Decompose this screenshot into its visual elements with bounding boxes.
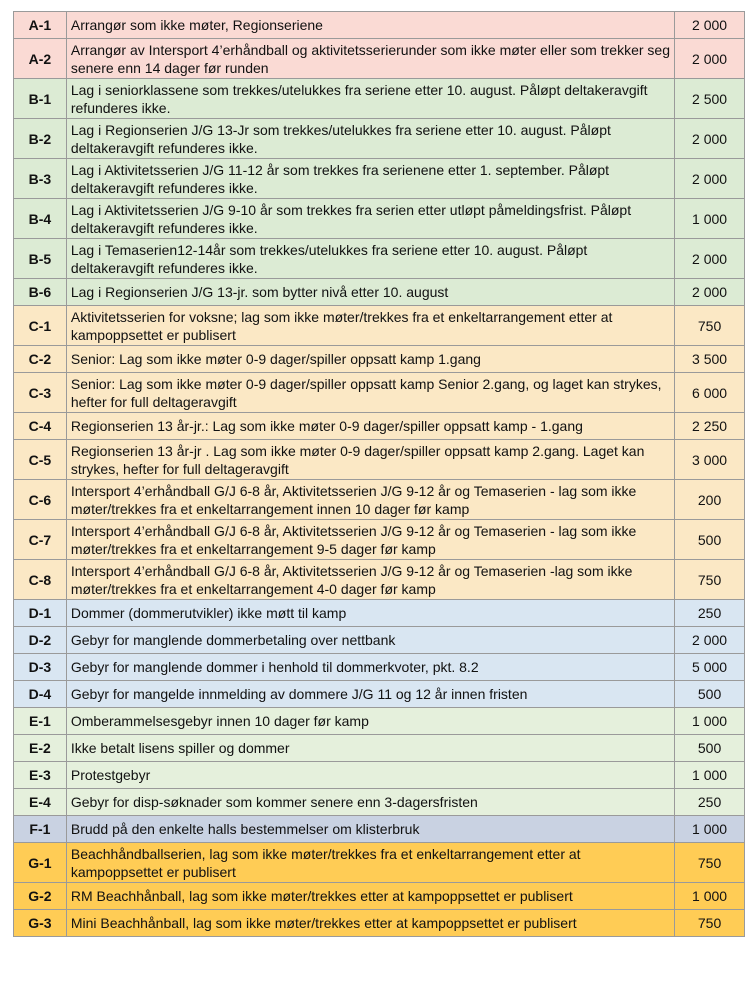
table-row (14, 843, 745, 883)
row-description: Beachhåndballserien, lag som ikke møter/trekkes fra et enkeltarrangement etter at kampoppsettet er publisert (66, 843, 674, 883)
table-row (14, 789, 745, 816)
table-row (14, 79, 745, 119)
row-code: E-3 (14, 762, 67, 789)
row-amount: 2 000 (675, 39, 745, 79)
row-amount: 250 (675, 600, 745, 627)
row-description: Protestgebyr (66, 762, 674, 789)
row-amount: 5 000 (675, 654, 745, 681)
row-description: Intersport 4’erhåndball G/J 6-8 år, Aktivitetsserien J/G 9-12 år og Temaserien - lag som ikke møter/trekkes fra et enkeltarrangement 9-5 dager før kamp (66, 520, 674, 560)
row-code: G-1 (14, 843, 67, 883)
table-row (14, 119, 745, 159)
row-description: Ikke betalt lisens spiller og dommer (66, 735, 674, 762)
row-description: Brudd på den enkelte halls bestemmelser om klisterbruk (66, 816, 674, 843)
row-code: A-1 (14, 12, 67, 39)
row-description: Regionserien 13 år-jr . Lag som ikke møter 0-9 dager/spiller oppsatt kamp 2.gang. Laget kan strykes, hefter for full deltageravgift (66, 440, 674, 480)
row-description: Arrangør som ikke møter, Regionseriene (66, 12, 674, 39)
table-row (14, 560, 745, 600)
row-description: Gebyr for disp-søknader som kommer senere enn 3-dagersfristen (66, 789, 674, 816)
row-amount: 500 (675, 735, 745, 762)
row-description: Mini Beachhånball, lag som ikke møter/trekkes etter at kampoppsettet er publisert (66, 910, 674, 937)
row-amount: 2 000 (675, 279, 745, 306)
row-amount: 2 000 (675, 119, 745, 159)
row-description: Senior: Lag som ikke møter 0-9 dager/spiller oppsatt kamp Senior 2.gang, og laget kan strykes, hefter for full deltageravgift (66, 373, 674, 413)
row-code: E-1 (14, 708, 67, 735)
table-row (14, 159, 745, 199)
table-row (14, 762, 745, 789)
row-amount: 750 (675, 910, 745, 937)
table-row (14, 627, 745, 654)
table-row (14, 735, 745, 762)
table-row (14, 910, 745, 937)
row-description: RM Beachhånball, lag som ikke møter/trekkes etter at kampoppsettet er publisert (66, 883, 674, 910)
row-description: Omberammelsesgebyr innen 10 dager før kamp (66, 708, 674, 735)
table-row (14, 199, 745, 239)
row-description: Lag i Regionserien J/G 13-Jr som trekkes/utelukkes fra seriene etter 10. august. Påløpt deltakeravgift refunderes ikke. (66, 119, 674, 159)
table-row (14, 279, 745, 306)
row-code: G-2 (14, 883, 67, 910)
row-description: Regionserien 13 år-jr.: Lag som ikke møter 0-9 dager/spiller oppsatt kamp - 1.gang (66, 413, 674, 440)
row-code: C-4 (14, 413, 67, 440)
row-amount: 1 000 (675, 883, 745, 910)
row-code: C-2 (14, 346, 67, 373)
row-amount: 250 (675, 789, 745, 816)
row-code: F-1 (14, 816, 67, 843)
table-row (14, 520, 745, 560)
table-row (14, 39, 745, 79)
table-row (14, 654, 745, 681)
row-amount: 1 000 (675, 708, 745, 735)
row-amount: 6 000 (675, 373, 745, 413)
row-description: Arrangør av Intersport 4’erhåndball og aktivitetsserierunder som ikke møter eller som trekker seg senere enn 14 dager før runden (66, 39, 674, 79)
row-description: Intersport 4’erhåndball G/J 6-8 år, Aktivitetsserien J/G 9-12 år og Temaserien -lag som ikke møter/trekkes fra et enkeltarrangement 4-0 dager før kamp (66, 560, 674, 600)
table-row (14, 883, 745, 910)
row-description: Gebyr for manglende dommer i henhold til dommerkvoter, pkt. 8.2 (66, 654, 674, 681)
row-code: E-4 (14, 789, 67, 816)
row-amount: 2 000 (675, 12, 745, 39)
row-description: Intersport 4’erhåndball G/J 6-8 år, Aktivitetsserien J/G 9-12 år og Temaserien - lag som ikke møter/trekkes fra et enkeltarrangement innen 10 dager før kamp (66, 480, 674, 520)
table-row (14, 373, 745, 413)
row-code: B-6 (14, 279, 67, 306)
row-code: B-1 (14, 79, 67, 119)
row-description: Dommer (dommerutvikler) ikke møtt til kamp (66, 600, 674, 627)
table-row (14, 12, 745, 39)
row-code: B-3 (14, 159, 67, 199)
row-amount: 2 250 (675, 413, 745, 440)
row-description: Gebyr for manglende dommerbetaling over nettbank (66, 627, 674, 654)
row-code: B-5 (14, 239, 67, 279)
row-code: D-3 (14, 654, 67, 681)
row-code: C-3 (14, 373, 67, 413)
row-code: C-6 (14, 480, 67, 520)
table-row (14, 480, 745, 520)
table-row (14, 708, 745, 735)
table-row (14, 239, 745, 279)
row-amount: 2 000 (675, 627, 745, 654)
row-code: D-1 (14, 600, 67, 627)
row-amount: 1 000 (675, 816, 745, 843)
row-description: Lag i Aktivitetsserien J/G 11-12 år som trekkes fra serienene etter 1. september. Påløpt deltakeravgift refunderes ikke. (66, 159, 674, 199)
row-amount: 1 000 (675, 762, 745, 789)
row-code: C-1 (14, 306, 67, 346)
row-description: Lag i Regionserien J/G 13-jr. som bytter nivå etter 10. august (66, 279, 674, 306)
row-amount: 500 (675, 681, 745, 708)
row-amount: 750 (675, 560, 745, 600)
row-amount: 2 000 (675, 159, 745, 199)
row-amount: 3 500 (675, 346, 745, 373)
table-row (14, 306, 745, 346)
fee-table (13, 11, 745, 937)
row-description: Aktivitetsserien for voksne; lag som ikke møter/trekkes fra et enkeltarrangement etter at kampoppsettet er publisert (66, 306, 674, 346)
row-description: Senior: Lag som ikke møter 0-9 dager/spiller oppsatt kamp 1.gang (66, 346, 674, 373)
table-row (14, 600, 745, 627)
row-code: C-7 (14, 520, 67, 560)
table-row (14, 346, 745, 373)
row-code: E-2 (14, 735, 67, 762)
row-code: D-4 (14, 681, 67, 708)
row-code: C-5 (14, 440, 67, 480)
row-code: B-2 (14, 119, 67, 159)
table-row (14, 440, 745, 480)
row-description: Lag i Temaserien12-14år som trekkes/utelukkes fra seriene etter 10. august. Påløpt deltakeravgift refunderes ikke. (66, 239, 674, 279)
row-description: Lag i Aktivitetsserien J/G 9-10 år som trekkes fra serien etter utløpt påmeldingsfrist. Påløpt deltakeravgift refunderes ikke. (66, 199, 674, 239)
table-row (14, 816, 745, 843)
row-amount: 2 000 (675, 239, 745, 279)
row-amount: 200 (675, 480, 745, 520)
table-row (14, 413, 745, 440)
row-code: B-4 (14, 199, 67, 239)
row-description: Lag i seniorklassene som trekkes/utelukkes fra seriene etter 10. august. Påløpt deltakeravgift refunderes ikke. (66, 79, 674, 119)
row-amount: 750 (675, 306, 745, 346)
table-row (14, 681, 745, 708)
row-code: A-2 (14, 39, 67, 79)
row-amount: 750 (675, 843, 745, 883)
row-amount: 2 500 (675, 79, 745, 119)
row-amount: 500 (675, 520, 745, 560)
row-amount: 3 000 (675, 440, 745, 480)
row-code: D-2 (14, 627, 67, 654)
row-amount: 1 000 (675, 199, 745, 239)
row-description: Gebyr for mangelde innmelding av dommere J/G 11 og 12 år innen fristen (66, 681, 674, 708)
row-code: G-3 (14, 910, 67, 937)
row-code: C-8 (14, 560, 67, 600)
